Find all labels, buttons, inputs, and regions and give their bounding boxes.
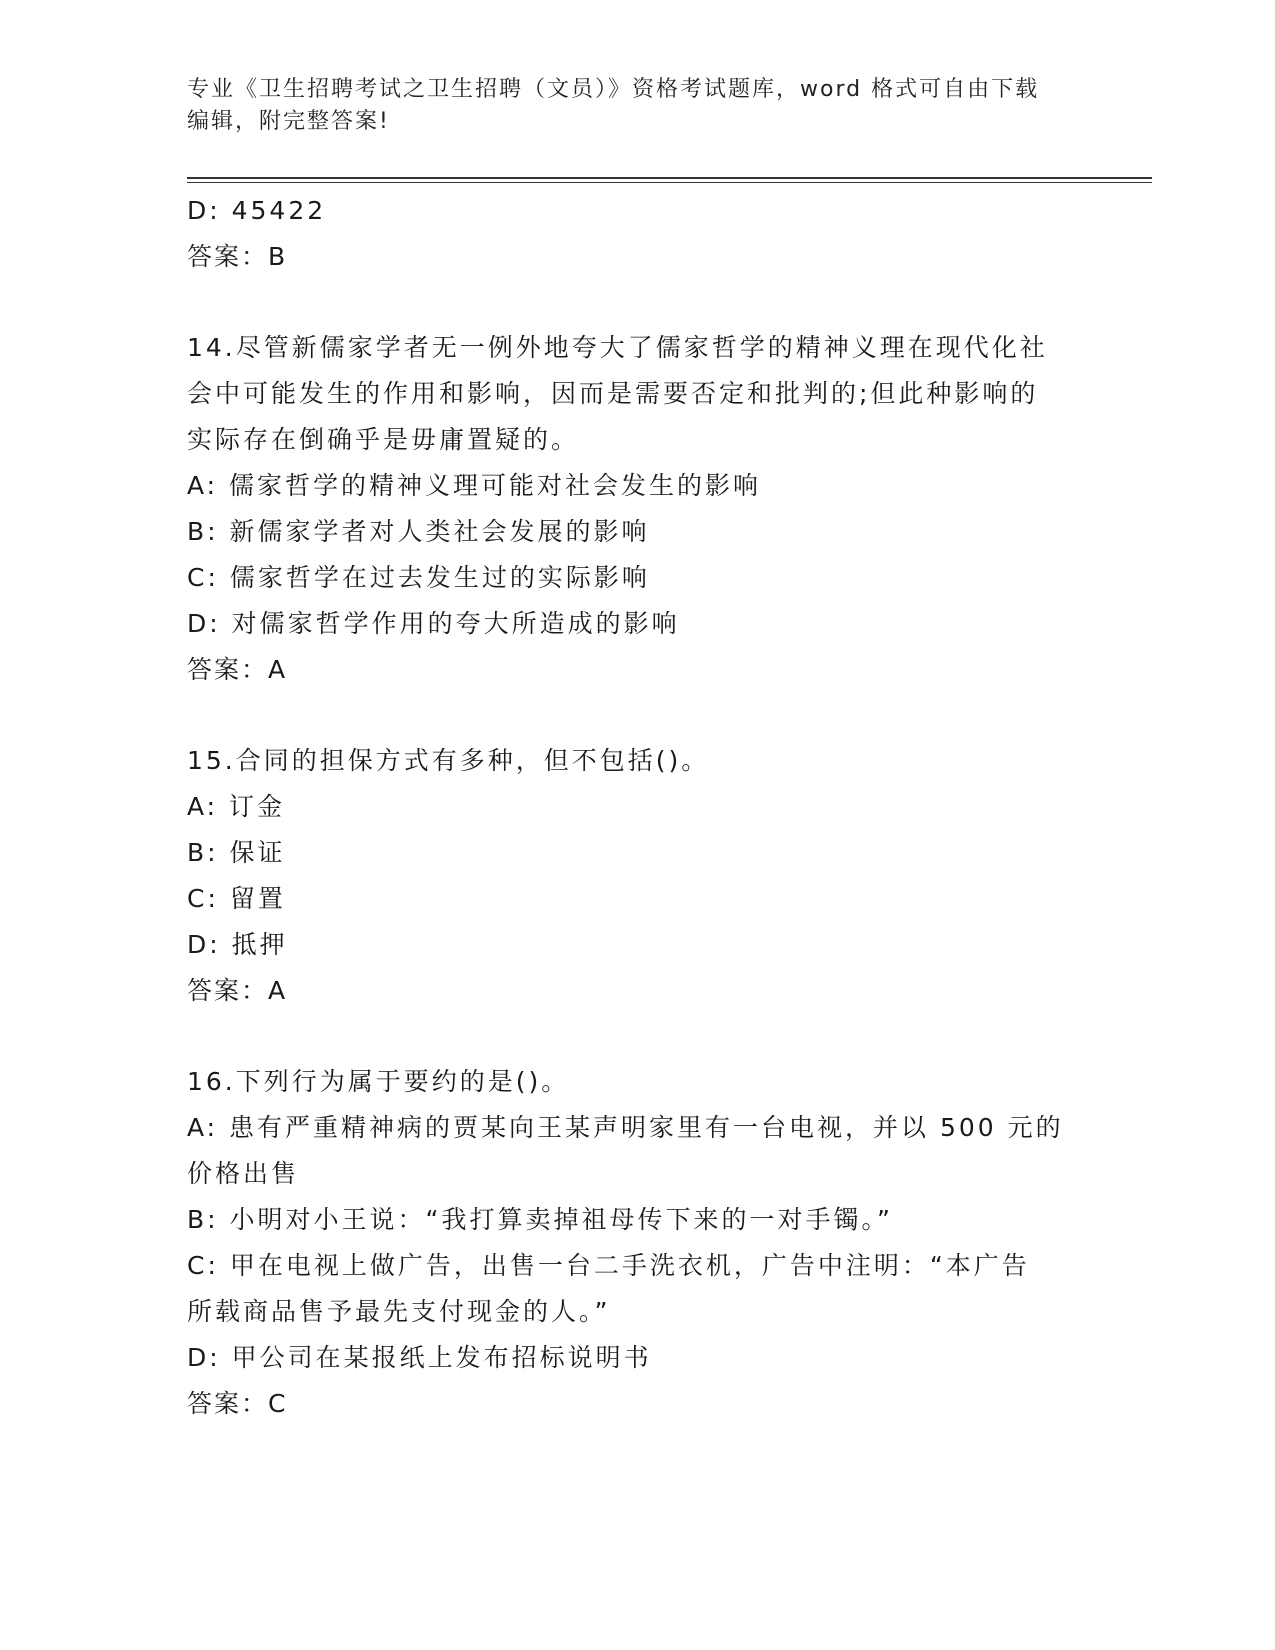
option-d: D: 45422 [187, 196, 327, 225]
option-a: A: 患有严重精神病的贾某向王某声明家里有一台电视，并以 500 元的 [187, 1113, 1064, 1142]
option-a: A: 儒家哲学的精神义理可能对社会发生的影响 [187, 471, 762, 500]
option-c: C: 留置 [187, 884, 286, 913]
option-c: C: 儒家哲学在过去发生过的实际影响 [187, 563, 650, 592]
option-c-continued: 所载商品售予最先支付现金的人。” [187, 1297, 611, 1326]
option-a-continued: 价格出售 [187, 1159, 300, 1188]
answer-label: 答案：A [187, 976, 288, 1005]
spacer [187, 280, 1087, 325]
question-16 [187, 1059, 1087, 1427]
option-a: A: 订金 [187, 792, 286, 821]
option-d: D: 甲公司在某报纸上发布招标说明书 [187, 1343, 652, 1372]
question-content [187, 188, 1087, 1427]
answer-label: 答案：B [187, 242, 288, 271]
question-stem-line: 15.合同的担保方式有多种，但不包括()。 [187, 746, 710, 775]
spacer [187, 693, 1087, 738]
option-b: B: 保证 [187, 838, 286, 867]
header-line-2: 编辑，附完整答案! [187, 109, 390, 134]
option-b: B: 新儒家学者对人类社会发展的影响 [187, 517, 650, 546]
option-d: D: 抵押 [187, 930, 288, 959]
answer-label: 答案：A [187, 655, 288, 684]
answer-label: 答案：C [187, 1389, 288, 1418]
spacer [187, 1014, 1087, 1059]
question-stem-line: 会中可能发生的作用和影响，因而是需要否定和批判的;但此种影响的 [187, 379, 1039, 408]
question-stem-line: 14.尽管新儒家学者无一例外地夸大了儒家哲学的精神义理在现代化社 [187, 333, 1048, 362]
question-14 [187, 325, 1087, 693]
header-divider-thick [187, 177, 1152, 179]
header-line-1: 专业《卫生招聘考试之卫生招聘（文员）》资格考试题库，word 格式可自由下载 [187, 77, 1040, 102]
question-15 [187, 738, 1087, 1014]
option-b: B: 小明对小王说：“我打算卖掉祖母传下来的一对手镯。” [187, 1205, 893, 1234]
question-stem-line: 实际存在倒确乎是毋庸置疑的。 [187, 425, 580, 454]
option-c: C: 甲在电视上做广告，出售一台二手洗衣机，广告中注明：“本广告 [187, 1251, 1030, 1280]
option-d: D: 对儒家哲学作用的夸大所造成的影响 [187, 609, 680, 638]
question-stem-line: 16.下列行为属于要约的是()。 [187, 1067, 570, 1096]
document-header [187, 74, 1087, 138]
previous-question-tail [187, 188, 1087, 280]
header-divider-thin [187, 182, 1152, 183]
